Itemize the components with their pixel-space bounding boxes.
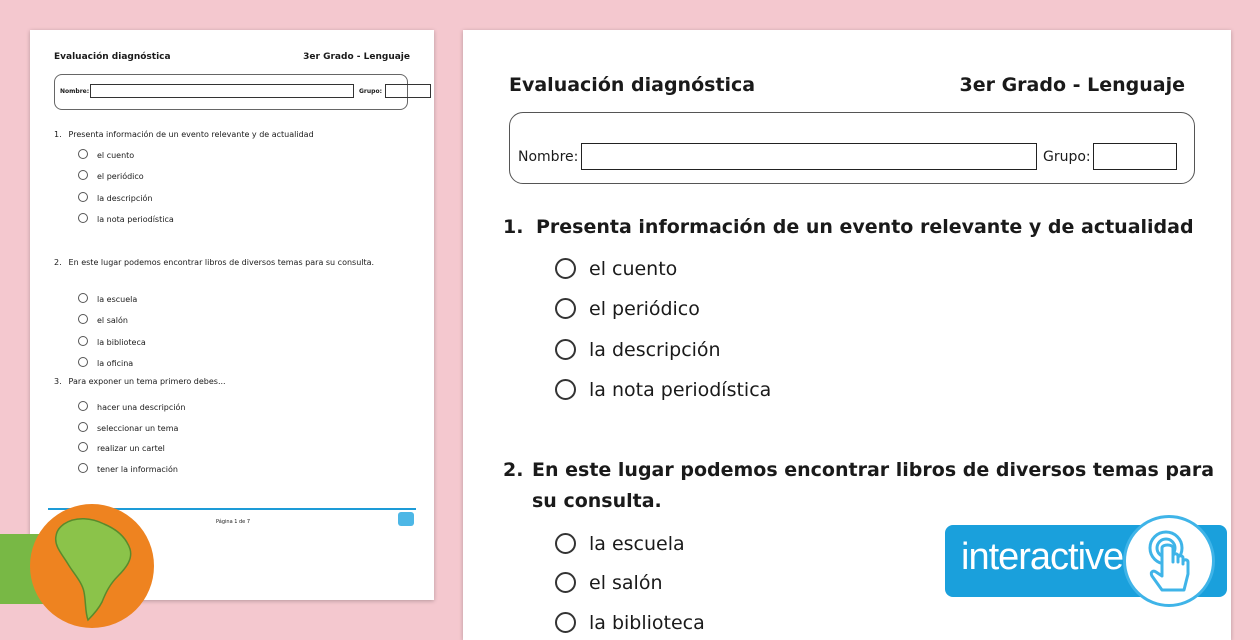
- thumbnail-q1-option-2[interactable]: el periódico: [78, 170, 144, 183]
- question-text: En este lugar podemos encontrar libros de diversos temas para su consulta.: [532, 459, 1215, 512]
- radio-button-icon[interactable]: [78, 442, 88, 452]
- student-info-box: [509, 112, 1195, 184]
- thumbnail-q1-option-3[interactable]: la descripción: [78, 192, 152, 205]
- q2-option-1[interactable]: la escuela: [555, 532, 685, 556]
- interactive-label: interactive: [961, 536, 1124, 578]
- radio-button-icon[interactable]: [555, 339, 576, 360]
- thumbnail-q2-option-3[interactable]: la biblioteca: [78, 336, 146, 349]
- thumbnail-header: [54, 52, 410, 62]
- thumbnail-name-field[interactable]: [90, 84, 354, 98]
- thumbnail-grade: 3er Grado - Lenguaje: [303, 52, 410, 62]
- thumbnail-q2-option-1[interactable]: la escuela: [78, 293, 137, 306]
- question-text: Presenta información de un evento relevante y de actualidad: [536, 216, 1194, 238]
- radio-button-icon[interactable]: [78, 192, 88, 202]
- radio-button-icon[interactable]: [78, 149, 88, 159]
- thumbnail-question-2: 2. En este lugar podemos encontrar libros de diversos temas para su consulta.: [54, 258, 375, 267]
- south-america-icon: [30, 504, 154, 628]
- radio-button-icon[interactable]: [78, 213, 88, 223]
- q1-option-3[interactable]: la descripción: [555, 338, 721, 362]
- thumbnail-q3-option-4[interactable]: tener la información: [78, 463, 178, 476]
- group-field[interactable]: [1093, 143, 1177, 170]
- q1-option-2[interactable]: el periódico: [555, 297, 700, 321]
- radio-button-icon[interactable]: [555, 298, 576, 319]
- thumbnail-q3-option-2[interactable]: seleccionar un tema: [78, 422, 178, 435]
- thumbnail-title: Evaluación diagnóstica: [54, 52, 171, 62]
- continent-badge: [0, 504, 160, 630]
- radio-button-icon[interactable]: [78, 463, 88, 473]
- radio-button-icon[interactable]: [78, 357, 88, 367]
- thumbnail-name-label: Nombre:: [60, 88, 90, 95]
- question-2: [503, 455, 1215, 517]
- thumbnail-group-field[interactable]: [385, 84, 431, 98]
- radio-button-icon[interactable]: [78, 314, 88, 324]
- thumbnail-page-number: Página 1 de 7: [216, 519, 251, 525]
- radio-button-icon[interactable]: [78, 401, 88, 411]
- thumbnail-q3-option-1[interactable]: hacer una descripción: [78, 401, 185, 414]
- question-1: [503, 212, 1203, 243]
- touch-hand-icon: [1123, 515, 1215, 607]
- interactive-badge[interactable]: [945, 525, 1227, 597]
- group-label: Grupo:: [1043, 149, 1091, 165]
- thumbnail-student-info-box: [54, 74, 408, 110]
- thumbnail-q3-option-3[interactable]: realizar un cartel: [78, 442, 165, 455]
- worksheet-header: [509, 74, 1185, 96]
- radio-button-icon[interactable]: [78, 293, 88, 303]
- thumbnail-question-3: 3. Para exponer un tema primero debes...: [54, 377, 226, 386]
- worksheet-title: Evaluación diagnóstica: [509, 74, 756, 96]
- radio-button-icon[interactable]: [78, 170, 88, 180]
- name-label: Nombre:: [518, 149, 579, 165]
- name-field[interactable]: [581, 143, 1037, 170]
- radio-button-icon[interactable]: [78, 336, 88, 346]
- radio-button-icon[interactable]: [555, 572, 576, 593]
- thumbnail-group-label: Grupo:: [359, 88, 382, 95]
- radio-button-icon[interactable]: [78, 422, 88, 432]
- radio-button-icon[interactable]: [555, 258, 576, 279]
- thumbnail-q2-option-4[interactable]: la oficina: [78, 357, 133, 370]
- radio-button-icon[interactable]: [555, 533, 576, 554]
- thumbnail-question-1: 1. Presenta información de un evento relevante y de actualidad: [54, 130, 314, 139]
- question-number: 2.: [503, 459, 524, 481]
- thumbnail-q1-option-4[interactable]: la nota periodística: [78, 213, 174, 226]
- thumbnail-q1-option-1[interactable]: el cuento: [78, 149, 134, 162]
- badge-orange-circle: [30, 504, 154, 628]
- thumbnail-q2-option-2[interactable]: el salón: [78, 314, 128, 327]
- publisher-logo-icon: [398, 512, 414, 526]
- question-number: 1.: [503, 216, 524, 238]
- q1-option-1[interactable]: el cuento: [555, 257, 677, 281]
- q1-option-4[interactable]: la nota periodística: [555, 378, 771, 402]
- worksheet-grade: 3er Grado - Lenguaje: [959, 74, 1185, 96]
- q2-option-3[interactable]: la biblioteca: [555, 611, 705, 635]
- q2-option-2[interactable]: el salón: [555, 571, 663, 595]
- radio-button-icon[interactable]: [555, 379, 576, 400]
